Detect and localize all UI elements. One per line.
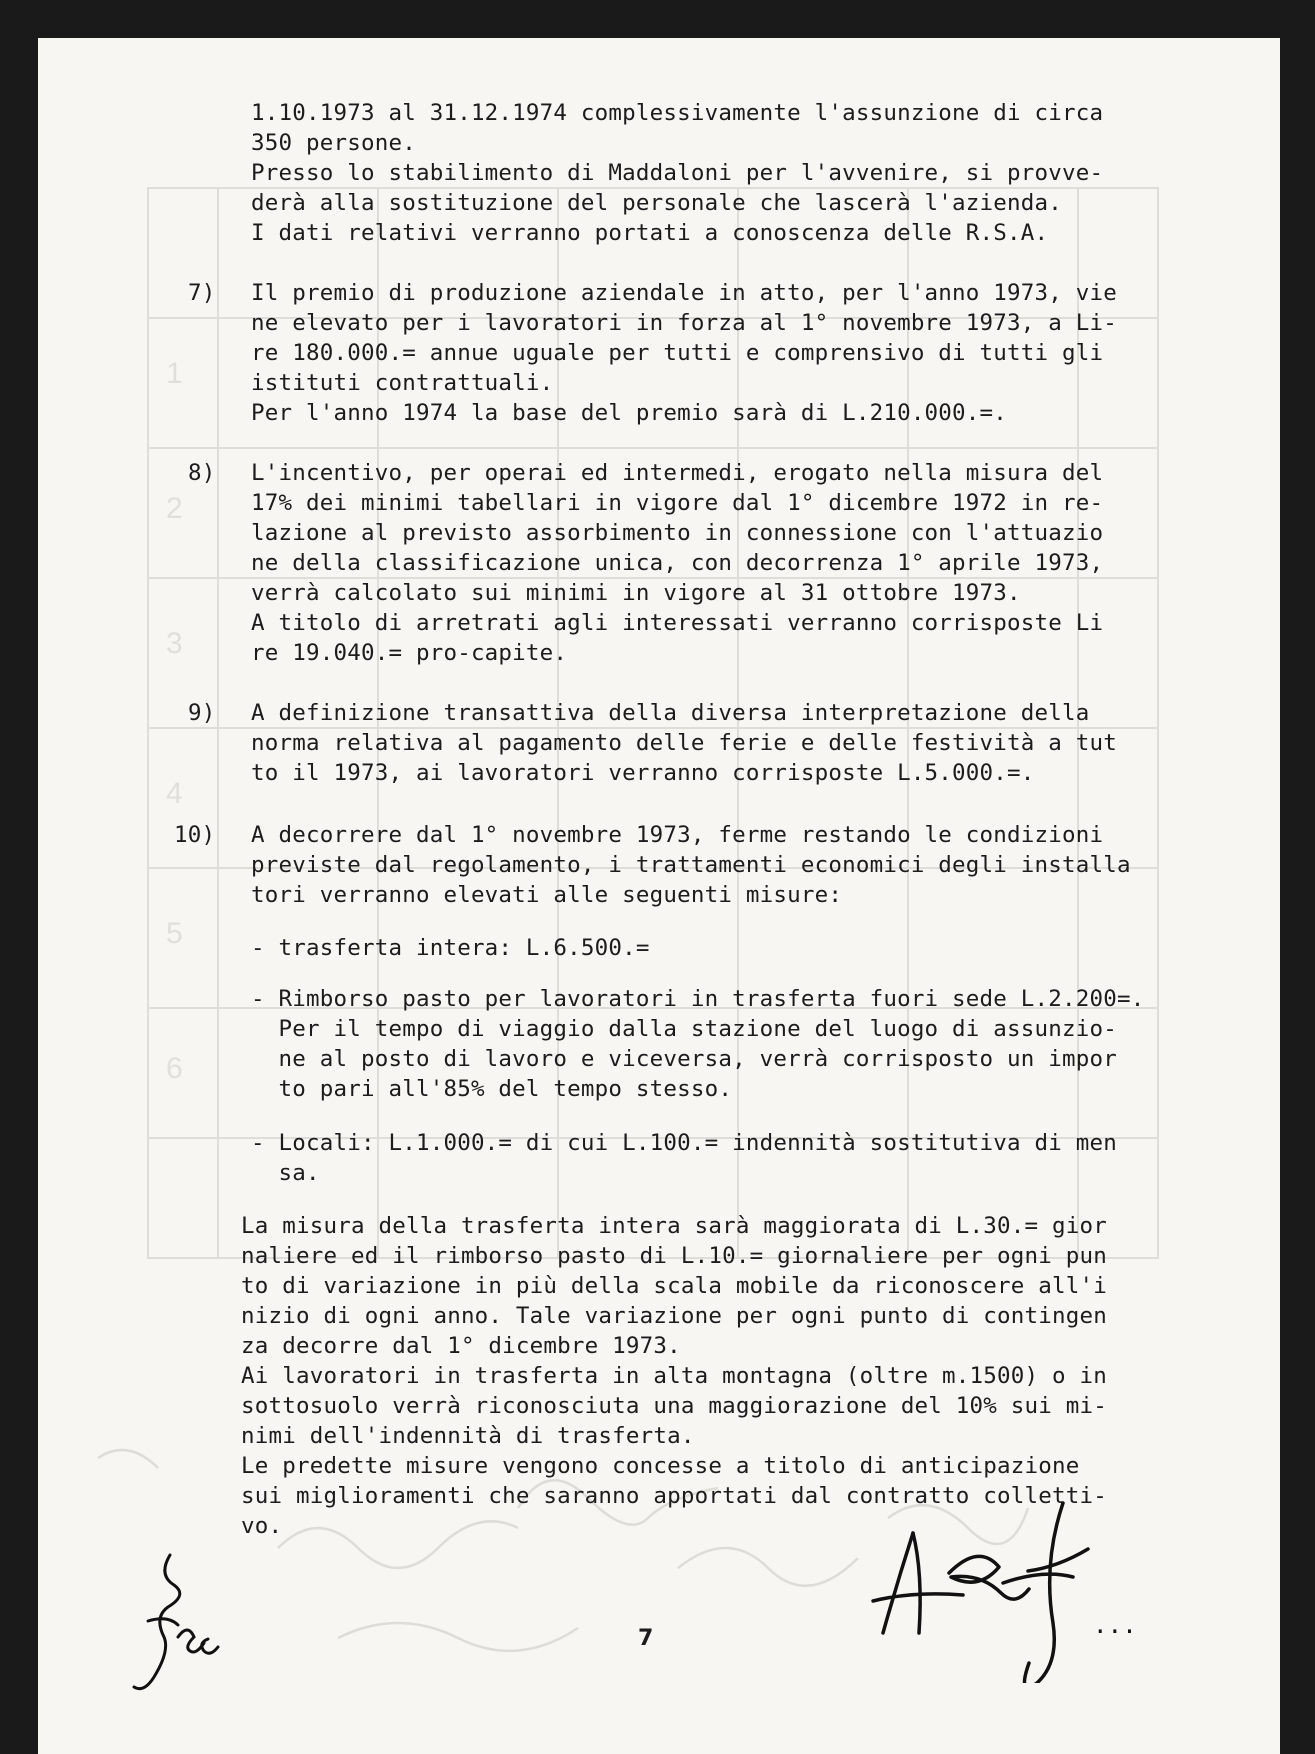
svg-text:3: 3 <box>166 627 183 660</box>
svg-text:5: 5 <box>166 917 183 950</box>
bullet-line: - Locali: L.1.000.= di cui L.100.= indennità sostitutiva di men <box>251 1130 1118 1156</box>
closing-line: Le predette misure vengono concesse a titolo di anticipazione <box>241 1453 1080 1479</box>
signature-left <box>108 1543 258 1703</box>
item-10-line: previste dal regolamento, i trattamenti economici degli installa <box>251 852 1131 878</box>
signature-dots: ... <box>1093 1611 1137 1639</box>
document-page <box>38 38 1280 1754</box>
svg-text:6: 6 <box>166 1052 183 1085</box>
item-10-line: tori verranno elevati alle seguenti misure: <box>251 882 843 908</box>
item-7-line: Per l'anno 1974 la base del premio sarà di L.210.000.=. <box>251 400 1008 426</box>
intro-line: I dati relativi verranno portati a conoscenza delle R.S.A. <box>251 220 1049 246</box>
item-8-line: 17% dei minimi tabellari in vigore dal 1° dicembre 1972 in re- <box>251 490 1104 516</box>
item-9-line: A definizione transattiva della diversa interpretazione della <box>251 700 1090 726</box>
signature-right <box>853 1493 1143 1683</box>
item-7-line: ne elevato per i lavoratori in forza al 1° novembre 1973, a Li- <box>251 310 1118 336</box>
item-number: 9) <box>188 700 216 726</box>
item-9-line: norma relativa al pagamento delle ferie e delle festività a tut <box>251 730 1118 756</box>
bullet-line: - Rimborso pasto per lavoratori in trasferta fuori sede L.2.200=. <box>251 986 1145 1012</box>
svg-text:2: 2 <box>166 492 183 525</box>
intro-line: 350 persone. <box>251 130 416 156</box>
closing-line: to di variazione in più della scala mobile da riconoscere all'i <box>241 1273 1108 1299</box>
item-7-line: istituti contrattuali. <box>251 370 554 396</box>
closing-line: Ai lavoratori in trasferta in alta montagna (oltre m.1500) o in <box>241 1363 1108 1389</box>
closing-line: nimi dell'indennità di trasferta. <box>241 1423 695 1449</box>
item-8-line: L'incentivo, per operai ed intermedi, erogato nella misura del <box>251 460 1104 486</box>
item-7-line: re 180.000.= annue uguale per tutti e comprensivo di tutti gli <box>251 340 1104 366</box>
item-9-line: to il 1973, ai lavoratori verranno corrisposte L.5.000.=. <box>251 760 1035 786</box>
item-8-line: lazione al previsto assorbimento in connessione con l'attuazio <box>251 520 1104 546</box>
bullet-line: - trasferta intera: L.6.500.= <box>251 935 650 961</box>
closing-line: nizio di ogni anno. Tale variazione per ogni punto di contingen <box>241 1303 1108 1329</box>
svg-text:1: 1 <box>166 357 183 390</box>
bullet-line: sa. <box>251 1160 320 1186</box>
item-7-line: Il premio di produzione aziendale in atto, per l'anno 1973, vie <box>251 280 1118 306</box>
item-8-line: ne della classificazione unica, con decorrenza 1° aprile 1973, <box>251 550 1104 576</box>
bullet-line: to pari all'85% del tempo stesso. <box>251 1076 733 1102</box>
closing-line: naliere ed il rimborso pasto di L.10.= giornaliere per ogni pun <box>241 1243 1108 1269</box>
bullet-line: ne al posto di lavoro e viceversa, verrà corrisposto un impor <box>251 1046 1118 1072</box>
intro-line: 1.10.1973 al 31.12.1974 complessivamente l'assunzione di circa <box>251 100 1104 126</box>
svg-text:4: 4 <box>166 777 183 810</box>
closing-line: vo. <box>241 1513 283 1539</box>
item-8-line: A titolo di arretrati agli interessati verranno corrisposte Li <box>251 610 1104 636</box>
item-8-line: re 19.040.= pro-capite. <box>251 640 568 666</box>
closing-line: za decorre dal 1° dicembre 1973. <box>241 1333 681 1359</box>
intro-line: derà alla sostituzione del personale che lascerà l'azienda. <box>251 190 1063 216</box>
item-number: 10) <box>174 822 216 848</box>
intro-line: Presso lo stabilimento di Maddaloni per l'avvenire, si provve- <box>251 160 1104 186</box>
bullet-line: Per il tempo di viaggio dalla stazione del luogo di assunzio- <box>251 1016 1118 1042</box>
closing-line: sui miglioramenti che saranno apportati dal contratto colletti- <box>241 1483 1108 1509</box>
page-number: 7 <box>638 1626 654 1651</box>
item-number: 8) <box>188 460 216 486</box>
item-8-line: verrà calcolato sui minimi in vigore al 31 ottobre 1973. <box>251 580 1021 606</box>
item-10-line: A decorrere dal 1° novembre 1973, ferme restando le condizioni <box>251 822 1104 848</box>
closing-line: La misura della trasferta intera sarà maggiorata di L.30.= gior <box>241 1213 1108 1239</box>
document-body <box>38 38 1280 1754</box>
closing-line: sottosuolo verrà riconosciuta una maggiorazione del 10% sui mi- <box>241 1393 1108 1419</box>
item-number: 7) <box>188 280 216 306</box>
